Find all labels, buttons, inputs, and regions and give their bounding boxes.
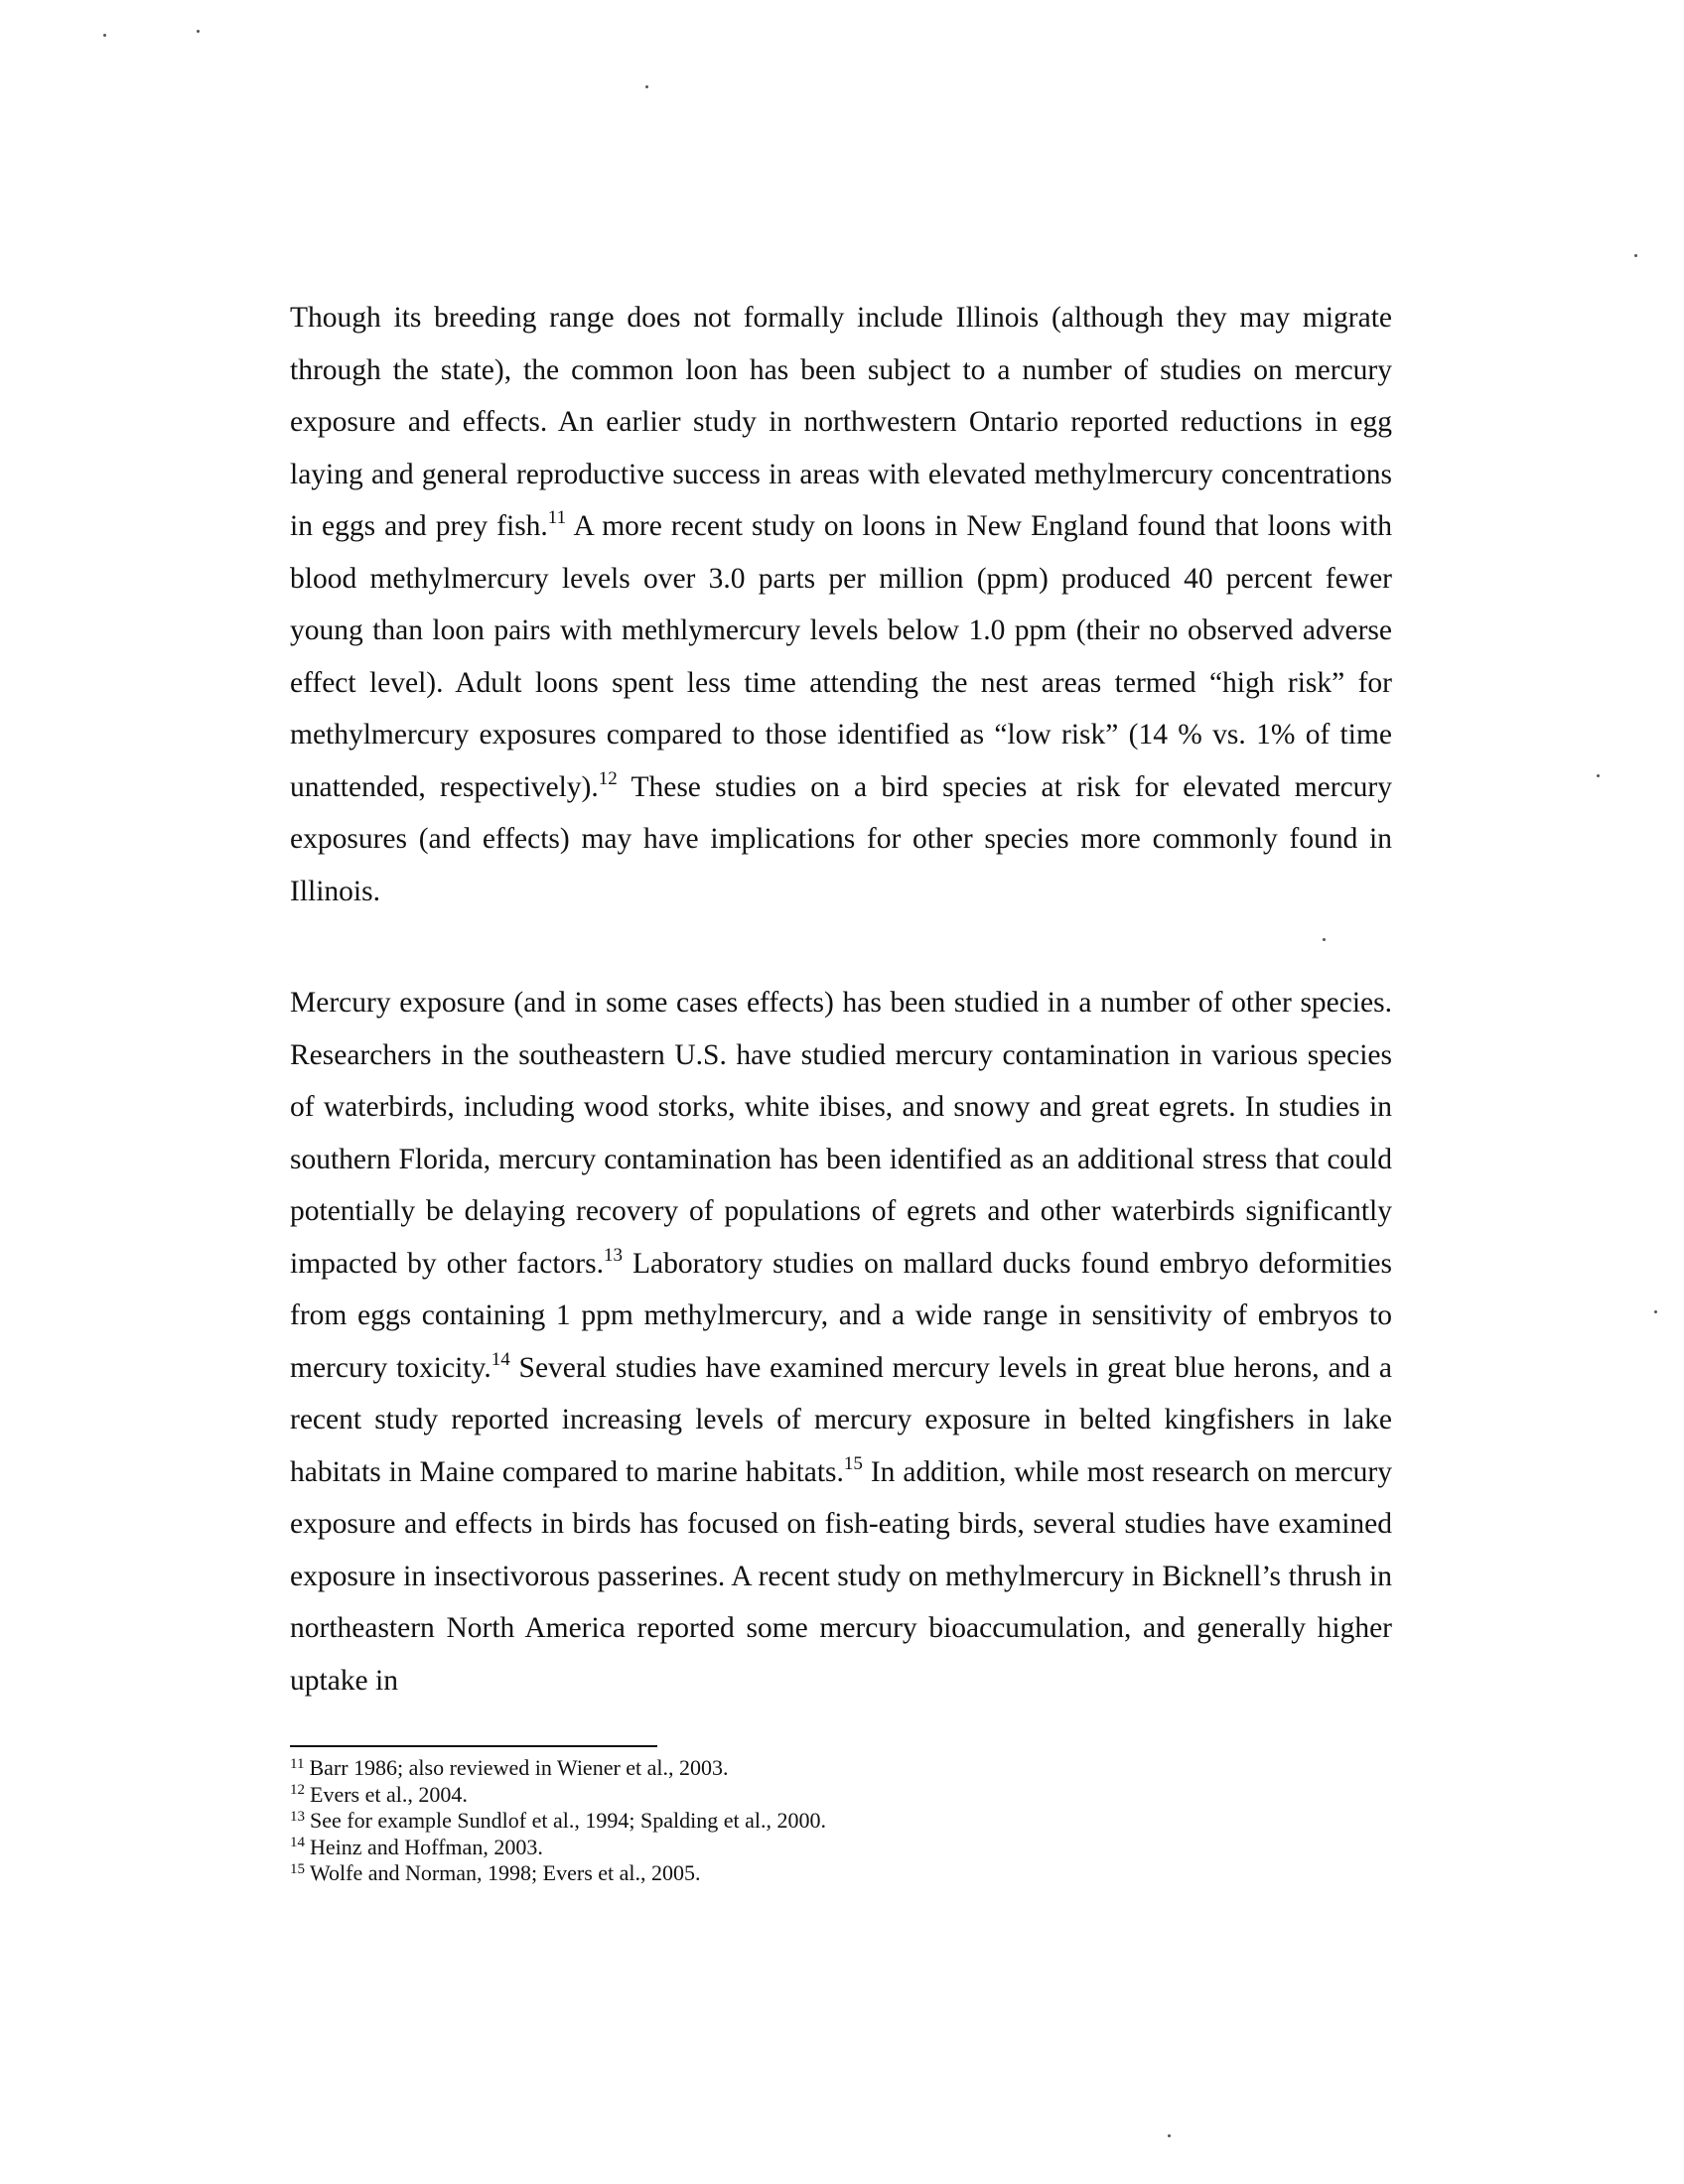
footnote-14 <box>290 1835 1382 1861</box>
scan-speck <box>103 34 106 37</box>
footnote-13 <box>290 1808 1382 1835</box>
scan-speck <box>1168 2134 1171 2137</box>
footnote-reference-13: 13 <box>603 1244 623 1266</box>
body-paragraph-2 <box>290 977 1392 1706</box>
scan-speck <box>197 30 200 33</box>
paragraph-text: A more recent study on loons in New England found that loons with blood methylmercury levels over 3.0 parts per million (ppm) produced 40 percent fewer young than loon pairs with methlymercury levels below 1.0 ppm (their no observed adverse effect level). Adult loons spent less time attending the nest areas termed “high risk” for methylmercury exposures compared to those identified as “low risk” (14 % vs. 1% of time unattended, respectively). <box>290 510 1393 803</box>
footnote-separator <box>290 1745 657 1747</box>
footnote-text: See for example Sundlof et al., 1994; Spalding et al., 2000. <box>310 1808 826 1833</box>
paragraph-text: These studies on a bird species at risk for elevated mercury exposures (and effects) may have implications for other species more commonly found in Illinois. <box>290 770 1392 907</box>
paragraph-text: Several studies have examined mercury levels in great blue herons, and a recent study reported increasing levels of mercury exposure in belted kingfishers in lake habitats in Maine compared to marine habitats. <box>290 1351 1392 1488</box>
paragraph-text: In addition, while most research on mercury exposure and effects in birds has focused on fish-eating birds, several studies have examined exposure in insectivorous passerines. A recent study on methylmercury in Bicknell’s thrush in northeastern North America reported some mercury bioaccumulation, and generally higher uptake in <box>290 1455 1392 1697</box>
scan-speck <box>1634 254 1637 257</box>
footnote-reference-11: 11 <box>547 507 567 529</box>
footnote-reference-12: 12 <box>598 767 618 789</box>
footnotes <box>290 1755 1382 1887</box>
footnote-text: Wolfe and Norman, 1998; Evers et al., 2005. <box>310 1860 701 1885</box>
footnote-text: Barr 1986; also reviewed in Wiener et al., 2003. <box>309 1755 729 1780</box>
paragraph-text: Mercury exposure (and in some cases effects) has been studied in a number of other species. Researchers in the southeastern U.S. have studied mercury contamination in various species of waterbirds, including wood storks, white ibises, and snowy and great egrets. In studies in southern Florida, mercury contamination has been identified as an additional stress that could potentially be delaying recovery of populations of egrets and other waterbirds significantly impacted by other factors. <box>290 987 1392 1280</box>
body-paragraph-1 <box>290 292 1392 917</box>
footnote-text: Heinz and Hoffman, 2003. <box>310 1834 543 1859</box>
paragraph-text: Though its breeding range does not formally include Illinois (although they may migrate through the state), the common loon has been subject to a number of studies on mercury exposure and effects. An earlier study in northwestern Ontario reported reductions in egg laying and general reproductive success in areas with elevated methylmercury concentrations in eggs and prey fish. <box>290 302 1392 542</box>
footnote-reference-15: 15 <box>843 1452 863 1474</box>
footnote-15 <box>290 1860 1382 1887</box>
footnote-number: 14 <box>290 1835 305 1850</box>
footnote-number: 15 <box>290 1860 305 1877</box>
footnote-text: Evers et al., 2004. <box>310 1781 468 1807</box>
scan-speck <box>1323 938 1326 941</box>
footnote-number: 13 <box>290 1808 305 1825</box>
footnote-reference-14: 14 <box>491 1348 510 1370</box>
scan-speck <box>1654 1310 1657 1313</box>
scan-speck <box>1597 774 1600 777</box>
scan-speck <box>645 85 648 88</box>
paragraph-text: Laboratory studies on mallard ducks found embryo deformities from eggs containing 1 ppm methylmercury, and a wide range in sensitivity of embryos to mercury toxicity. <box>290 1247 1392 1384</box>
footnote-12 <box>290 1782 1382 1809</box>
footnote-11 <box>290 1755 1382 1782</box>
footnote-number: 11 <box>290 1755 305 1772</box>
footnote-number: 12 <box>290 1782 305 1798</box>
